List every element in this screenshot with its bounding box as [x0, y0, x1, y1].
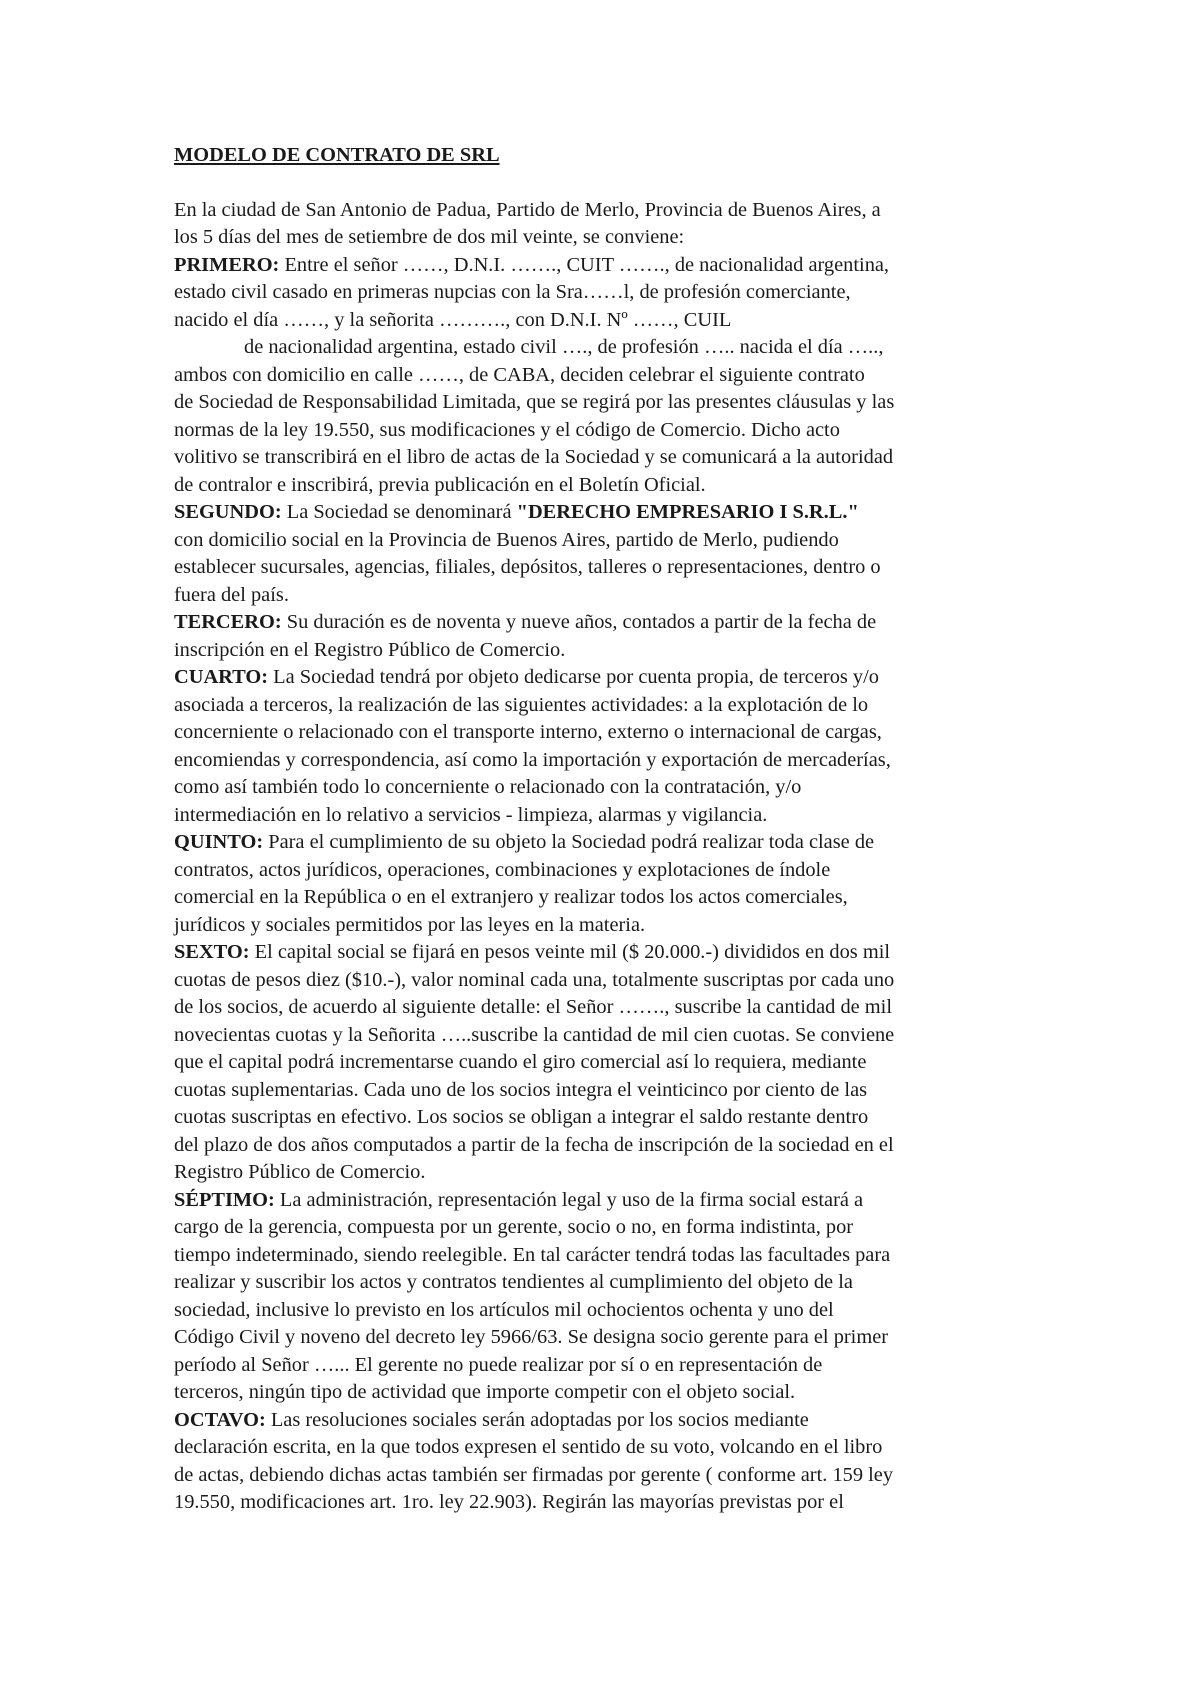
line-text: Las resoluciones sociales serán adoptadas por los socios mediante	[265, 1408, 809, 1431]
line-text: cuotas suplementarias. Cada uno de los socios integra el veinticinco por ciento de las	[174, 1078, 868, 1101]
line-text: La Sociedad tendrá por objeto dedicarse por cuenta propia, de terceros y/o	[268, 666, 879, 688]
line-text: cuotas de pesos diez ($10.-), valor nominal cada una, totalmente suscriptas por cada uno	[174, 968, 895, 991]
line-text: que el capital podrá incrementarse cuando el giro comercial así lo requiera, mediante	[174, 1051, 867, 1073]
company-name: "DERECHO EMPRESARIO I S.R.L."	[516, 501, 859, 523]
line-text: jurídicos y sociales permitidos por las leyes en la materia.	[174, 913, 646, 936]
line-text: los 5 días del mes de setiembre de dos mil veinte, se conviene:	[174, 226, 685, 248]
line-text: Para el cumplimiento de su objeto la Sociedad podrá realizar toda clase de	[263, 831, 875, 853]
text-line	[174, 1077, 1044, 1105]
text-line	[174, 994, 1044, 1022]
line-text: período al Señor …... El gerente no puede realizar por sí o en representación de	[174, 1353, 823, 1376]
line-text: de Sociedad de Responsabilidad Limitada, que se regirá por las presentes cláusulas y las	[174, 391, 895, 413]
text-line	[174, 252, 1044, 280]
document-title: MODELO DE CONTRATO DE SRL	[174, 144, 500, 166]
text-line	[174, 967, 1044, 995]
line-text: normas de la ley 19.550, sus modificaciones y el código de Comercio. Dicho acto	[174, 418, 840, 441]
document-body	[174, 142, 1044, 1517]
text-line	[174, 1159, 1044, 1187]
line-text: de nacionalidad argentina, estado civil …., de profesión ….. nacida el día …..,	[244, 336, 884, 358]
text-line	[174, 362, 1044, 390]
text-line	[174, 774, 1044, 802]
line-text: establecer sucursales, agencias, filiales, depósitos, talleres o representaciones, dentro o	[174, 556, 881, 578]
text-line	[174, 1049, 1044, 1077]
line-text: inscripción en el Registro Público de Comercio.	[174, 638, 566, 661]
line-text: fuera del país.	[174, 583, 289, 606]
line-text: En la ciudad de San Antonio de Padua, Partido de Merlo, Provincia de Buenos Aires, a	[174, 198, 881, 221]
text-line	[174, 1187, 1044, 1215]
text-line	[174, 307, 1044, 335]
text-line	[174, 334, 1044, 362]
line-text: sociedad, inclusive lo previsto en los artículos mil ochocientos ochenta y uno del	[174, 1298, 834, 1321]
line-text: Entre el señor ……, D.N.I. ……., CUIT ……., de nacionalidad argentina,	[279, 253, 890, 276]
line-text: Su duración es de noventa y nueve años, contados a partir de la fecha de	[281, 611, 877, 633]
text-line	[174, 554, 1044, 582]
text-line	[174, 1214, 1044, 1242]
text-line	[174, 1104, 1044, 1132]
clause-heading: SÉPTIMO:	[174, 1188, 275, 1211]
text-line	[174, 499, 1044, 527]
line-text: terceros, ningún tipo de actividad que importe competir con el objeto social.	[174, 1381, 796, 1403]
line-text: cuotas suscriptas en efectivo. Los socios se obligan a integrar el saldo restante dentro	[174, 1106, 869, 1128]
clause-heading: SEXTO:	[174, 941, 250, 963]
text-line	[174, 1407, 1044, 1435]
line-text: Registro Público de Comercio.	[174, 1161, 426, 1183]
line-text: declaración escrita, en la que todos expresen el sentido de su voto, volcando en el libro	[174, 1436, 883, 1458]
line-text: estado civil casado en primeras nupcias con la Sra……l, de profesión comerciante,	[174, 281, 851, 303]
line-text: La administración, representación legal y uso de la firma social estará a	[274, 1188, 864, 1211]
text-line	[174, 1022, 1044, 1050]
text-line	[174, 829, 1044, 857]
line-text: comercial en la República o en el extranjero y realizar todos los actos comerciales,	[174, 886, 848, 908]
line-text: encomiendas y correspondencia, así como la importación y exportación de mercaderías,	[174, 748, 891, 771]
text-line	[174, 1352, 1044, 1380]
text-line	[174, 884, 1044, 912]
line-text: de los socios, de acuerdo al siguiente detalle: el Señor ……., suscribe la cantidad de mil	[174, 996, 892, 1018]
text-line	[174, 224, 1044, 252]
line-text: con domicilio social en la Provincia de Buenos Aires, partido de Merlo, pudiendo	[174, 528, 839, 551]
clause-heading: TERCERO:	[174, 611, 282, 633]
text-line	[174, 389, 1044, 417]
line-text: volitivo se transcribirá en el libro de actas de la Sociedad y se comunicará a la autoridad	[174, 446, 894, 468]
text-line	[174, 1434, 1044, 1462]
text-line	[174, 664, 1044, 692]
text-line	[174, 1379, 1044, 1407]
line-text: tiempo indeterminado, siendo reelegible. En tal carácter tendrá todas las facultades para	[174, 1243, 891, 1266]
line-text: contratos, actos jurídicos, operaciones, combinaciones y explotaciones de índole	[174, 858, 831, 881]
line-text: de contralor e inscribirá, previa publicación en el Boletín Oficial.	[174, 473, 706, 496]
text-line	[174, 527, 1044, 555]
text-line	[174, 609, 1044, 637]
text-line	[174, 692, 1044, 720]
text-line	[174, 637, 1044, 665]
text-line	[174, 1269, 1044, 1297]
line-text: novecientas cuotas y la Señorita …..suscribe la cantidad de mil cien cuotas. Se conviene	[174, 1023, 895, 1046]
line-text: asociada a terceros, la realización de las siguientes actividades: a la explotación de lo	[174, 693, 869, 716]
line-text: La Sociedad se denominará	[281, 501, 517, 523]
text-line	[174, 197, 1044, 225]
line-text: ambos con domicilio en calle ……, de CABA, deciden celebrar el siguiente contrato	[174, 363, 865, 386]
line-text: intermediación en lo relativo a servicios - limpieza, alarmas y vigilancia.	[174, 803, 768, 826]
text-line	[174, 1242, 1044, 1270]
text-line	[174, 1132, 1044, 1160]
text-line	[174, 472, 1044, 500]
line-text: nacido el día ……, y la señorita ………., con D.N.I. Nº ……, CUIL	[174, 308, 732, 331]
text-line	[174, 279, 1044, 307]
text-line	[174, 747, 1044, 775]
line-text: Código Civil y noveno del decreto ley 5966/63. Se designa socio gerente para el primer	[174, 1326, 889, 1348]
clause-heading: SEGUNDO:	[174, 501, 282, 523]
text-line	[174, 802, 1044, 830]
text-line	[174, 912, 1044, 940]
line-text: concerniente o relacionado con el transporte interno, externo o internacional de cargas,	[174, 721, 882, 743]
text-line	[174, 939, 1044, 967]
text-line	[174, 1297, 1044, 1325]
text-line	[174, 1324, 1044, 1352]
text-line	[174, 857, 1044, 885]
line-text: realizar y suscribir los actos y contratos tendientes al cumplimiento del objeto de la	[174, 1271, 853, 1293]
text-line	[174, 719, 1044, 747]
text-line	[174, 1489, 1044, 1517]
clause-heading: PRIMERO:	[174, 253, 280, 276]
text-line	[174, 582, 1044, 610]
line-text: cargo de la gerencia, compuesta por un gerente, socio o no, en forma indistinta, por	[174, 1216, 854, 1238]
clause-heading: CUARTO:	[174, 666, 269, 688]
text-line	[174, 417, 1044, 445]
text-line	[174, 1462, 1044, 1490]
clause-heading: QUINTO:	[174, 831, 264, 853]
line-text: como así también todo lo concerniente o relacionado con la contratación, y/o	[174, 776, 802, 798]
contract-text	[174, 197, 1044, 1517]
text-line	[174, 444, 1044, 472]
clause-heading: OCTAVO:	[174, 1408, 266, 1431]
line-text: de actas, debiendo dichas actas también ser firmadas por gerente ( conforme art. 159 ley	[174, 1463, 894, 1486]
line-text: del plazo de dos años computados a partir de la fecha de inscripción de la sociedad en el	[174, 1133, 894, 1156]
line-text: 19.550, modificaciones art. 1ro. ley 22.903). Regirán las mayorías previstas por el	[174, 1491, 844, 1513]
line-text: El capital social se fijará en pesos veinte mil ($ 20.000.-) divididos en dos mil	[249, 941, 891, 963]
